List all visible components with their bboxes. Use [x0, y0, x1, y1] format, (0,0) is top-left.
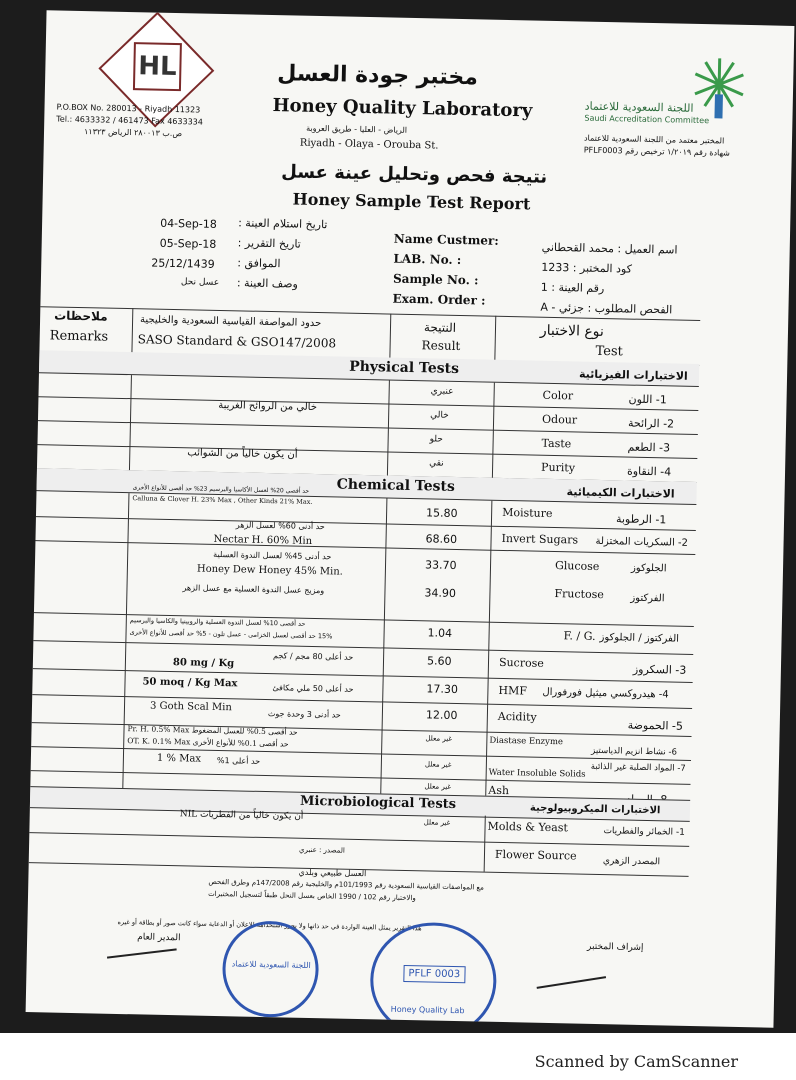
flower-ar: المصدر الزهري: [602, 856, 661, 868]
test-ar: نوع الاختبار: [539, 322, 605, 341]
physical-title-ar: الاختبارات الفيزيائية: [578, 367, 688, 383]
invert-sugars-result: 68.60: [425, 532, 458, 546]
fg-result: 1.04: [427, 626, 453, 640]
fructose-result: 34.90: [424, 586, 457, 600]
molds-result: غير معلل: [423, 818, 451, 827]
stamp-left: [222, 920, 320, 1018]
stamp-right-text: PFLF 0003: [403, 965, 465, 983]
signature-left: [107, 948, 177, 958]
hmf-result: 17.30: [426, 682, 459, 697]
stamp-left-text: اللجنة السعودية للاعتماد: [231, 959, 311, 971]
note-4: هذا التقرير يمثل العينة الواردة في حد ذاتها ولا يجوز استخدامه للإعلان أو الدعاية سواء كانت صور أو بطاقة أو غيره: [117, 917, 422, 933]
physical-title-en: Physical Tests: [349, 358, 460, 377]
odour-ar: 2- الرائحة: [627, 416, 675, 431]
acidity-std-ar: حد أدنى 3 وحدة جوث: [267, 709, 341, 720]
desc-label: وصف العينة :: [236, 276, 299, 291]
odour-result: خالي: [430, 410, 449, 421]
insoluble-std-ar: حد أعلى 1%: [216, 756, 261, 766]
glucose-result: 33.70: [424, 558, 457, 572]
invert-sugars-std-ar: حد أدنى 60% لعسل الزهر: [235, 520, 325, 532]
stamp-right: [369, 921, 497, 1027]
fg-ar: الفركتوز / الجلوكوز: [599, 631, 680, 645]
fructose-std-ar: ومزيج عسل الندوة العسلية مع عسل الزهر: [182, 583, 325, 596]
receipt-date-label: تاريخ استلام العينة :: [238, 216, 328, 232]
exam-order-label: Exam. Order :: [392, 291, 486, 308]
moisture-std-en: Calluna & Clover H. 23% Max , Other Kinds 21% Max.: [132, 494, 313, 506]
remarks-en: Remarks: [49, 328, 109, 345]
purity-label: Purity: [540, 460, 576, 475]
result-ar: النتيجة: [423, 320, 457, 335]
fructose-label: Fructose: [554, 587, 604, 602]
lab-no-label: LAB. No. :: [393, 251, 462, 268]
reg-number: ص.ب ٢٨٠٠١٣ الرياض ١١٣٢٣: [83, 127, 183, 139]
hmf-ar: 4- هيدروكسي ميثيل فورفورال: [542, 686, 669, 701]
taste-result: حلو: [429, 434, 443, 445]
moisture-ar: 1- الرطوبة: [615, 512, 667, 527]
diastase-result: غير معلل: [425, 734, 453, 743]
address-en: Riyadh - Olaya - Orouba St.: [299, 137, 439, 152]
invert-sugars-ar: 2- السكريات المختزلة: [595, 535, 689, 549]
receipt-date: 04-Sep-18: [160, 216, 217, 231]
insoluble-std-en: 1 % Max: [156, 752, 202, 765]
result-en: Result: [421, 338, 461, 354]
sample-no-ar: رقم العينة : 1: [540, 280, 605, 296]
ash-label: Ash: [488, 783, 510, 798]
diastase-ar: 6- نشاط انزيم الدياستيز: [591, 745, 678, 758]
accreditation-en: Saudi Accreditation Committee: [584, 113, 710, 126]
sample-no-label: Sample No. :: [392, 271, 479, 288]
micro-title-en: Microbiological Tests: [299, 793, 457, 813]
lab-supervisor: إشراف المختبر: [586, 941, 644, 953]
molds-label: Molds & Yeast: [487, 819, 569, 835]
invert-sugars-label: Invert Sugars: [501, 531, 579, 547]
note-1: العسل طبيعي وبلدي: [298, 867, 367, 879]
moisture-label: Moisture: [502, 505, 553, 520]
lab-name-ar: مختبر جودة العسل: [277, 61, 479, 91]
invert-sugars-std-en: Nectar H. 60% Min: [213, 533, 313, 547]
address-ar: الرياض - العليا - طريق العروبة: [306, 123, 408, 135]
fg-label: F. / G.: [563, 629, 596, 643]
client-ar: اسم العميل : محمد القحطاني: [541, 240, 678, 257]
taste-ar: 3- الطعم: [627, 440, 671, 455]
diastase-label: Diastase Enzyme: [489, 735, 564, 748]
stamp-right-text2: Honey Quality Lab: [390, 1004, 465, 1016]
moisture-result: 15.80: [425, 506, 458, 520]
fg-std-1: حد أقصى 10% لعسل الندوة العسلية والروبينيا والكاسيا والبرسيم: [129, 616, 306, 628]
micro-title-ar: الاختبارات الميكروبيولوجية: [529, 802, 661, 817]
sucrose-label: Sucrose: [498, 655, 544, 670]
odour-std: خالي من الروائح الغريبة: [218, 399, 318, 414]
general-manager: المدير العام: [137, 932, 181, 944]
scanned-by: Scanned by CamScanner: [534, 1052, 738, 1071]
standard-ar: حدود المواصفة القياسية السعودية والخليجية: [139, 314, 322, 330]
glucose-label: Glucose: [554, 559, 600, 573]
hmf-std-ar: حد أعلى 50 ملي مكافئ: [272, 683, 354, 694]
desc-value: عسل نحل: [180, 277, 220, 288]
insoluble-result: غير معلل: [424, 760, 452, 769]
insoluble-label: Water Insoluble Solids: [488, 767, 586, 780]
fg-std-2: 15% حد أقصى لعسل الخزامى - عسل تلون - 5% حد أقصى للأنواع الأخرى: [129, 628, 333, 641]
chemical-title-ar: الاختبارات الكيميائية: [566, 485, 675, 501]
color-label: Color: [542, 388, 574, 403]
name-label: Name Custmer:: [393, 231, 499, 248]
accreditation-star-icon: [684, 54, 753, 123]
moisture-std-ar: حد أقصى 20% لعسل الأكاسيا والبرسيم 23% حد أقصى للأنواع الأخرى: [132, 484, 310, 495]
glucose-ar: الجلوكوز: [630, 562, 667, 575]
tel: Tel.: 4633332 / 461473 Fax 4633334: [56, 114, 203, 127]
purity-result: نقي: [429, 458, 444, 469]
report-title-ar: نتيجة فحص وتحليل عينة عسل: [281, 161, 548, 188]
cert-line: شهادة رقم ١/٢٠١٩ ترخيص رقم PFLF0003: [583, 145, 730, 158]
test-en: Test: [595, 343, 623, 360]
acidity-ar: 5- الحموضة: [627, 718, 684, 733]
sucrose-std-ar: حد أعلى 80 مجم / كجم: [273, 651, 354, 662]
accredited-line: المختبر معتمد من اللجنة السعودية للاعتماد: [583, 133, 725, 146]
insoluble-ar: 7- المواد الصلبة غير الذائبة: [590, 761, 686, 774]
purity-std: أن يكون خالياً من الشوائب: [187, 447, 298, 461]
signature-right: [537, 976, 606, 989]
remarks-ar: ملاحظات: [54, 308, 108, 324]
note-2: مع المواصفات القياسية السعودية رقم 101/1993م والخليجية رقم 147/2008م وطرق الفحص: [208, 877, 485, 892]
diastase-std-1: Pr. H. 0.5% Max حد أقصى 0.5% للعسل المضغوط: [127, 724, 298, 737]
sucrose-result: 5.60: [426, 654, 452, 668]
odour-label: Odour: [541, 412, 578, 427]
acidity-result: 12.00: [425, 708, 458, 723]
lab-logo-letters: HL: [133, 42, 182, 91]
pobox: P.O.BOX No. 280013 - Riyadh 11323: [56, 102, 201, 115]
exam-ar: الفحص المطلوب : جزئي - A: [540, 300, 673, 317]
hmf-std-en: 50 moq / Kg Max: [142, 676, 238, 690]
purity-ar: 4- النقاوة: [626, 464, 672, 479]
molds-ar: 1- الخمائر والفطريات: [603, 826, 685, 838]
lab-code-ar: كود المختبر : 1233: [541, 260, 633, 276]
color-ar: 1- اللون: [628, 392, 667, 407]
report-title-en: Honey Sample Test Report: [292, 189, 531, 214]
flower-label: Flower Source: [494, 847, 577, 863]
fructose-ar: الفركتوز: [630, 592, 665, 605]
sucrose-ar: 3- السكروز: [632, 662, 687, 677]
glucose-std-ar: حد أدنى 45% لعسل الندوة العسلية: [213, 549, 332, 562]
report-page: [26, 10, 795, 1027]
taste-label: Taste: [541, 436, 572, 451]
ash-result: غير معلل: [424, 782, 452, 791]
accreditation-ar: اللجنة السعودية للاعتماد: [584, 99, 694, 115]
report-date: 05-Sep-18: [159, 236, 217, 251]
acidity-label: Acidity: [497, 709, 537, 724]
diastase-std-2: OT. K. 0.1% Max حد أقصى 0.1% للأنواع الأخرى: [127, 736, 289, 749]
chemical-title-en: Chemical Tests: [336, 476, 455, 495]
hijri-label: الموافق :: [237, 256, 281, 271]
flower-std: المصدر : عنبري: [298, 845, 345, 855]
sucrose-std-en: 80 mg / Kg: [172, 657, 235, 670]
acidity-std-en: 3 Goth Scal Min: [149, 700, 232, 714]
glucose-std-en: Honey Dew Honey 45% Min.: [196, 563, 343, 578]
hijri-date: 25/12/1439: [151, 256, 215, 271]
molds-std: NIL أن يكون خالياً من الفطريات: [179, 809, 304, 822]
lab-name-en: Honey Quality Laboratory: [272, 95, 533, 122]
standard-en: SASO Standard & GSO147/2008: [137, 332, 337, 351]
note-3: والاختبار رقم 102 / 1990 الخاص بعسل النحل طبقاً لتسجيل المختبرات: [208, 889, 416, 903]
color-result: عنبري: [430, 386, 454, 397]
report-date-label: تاريخ التقرير :: [237, 236, 301, 251]
hmf-label: HMF: [498, 683, 528, 698]
